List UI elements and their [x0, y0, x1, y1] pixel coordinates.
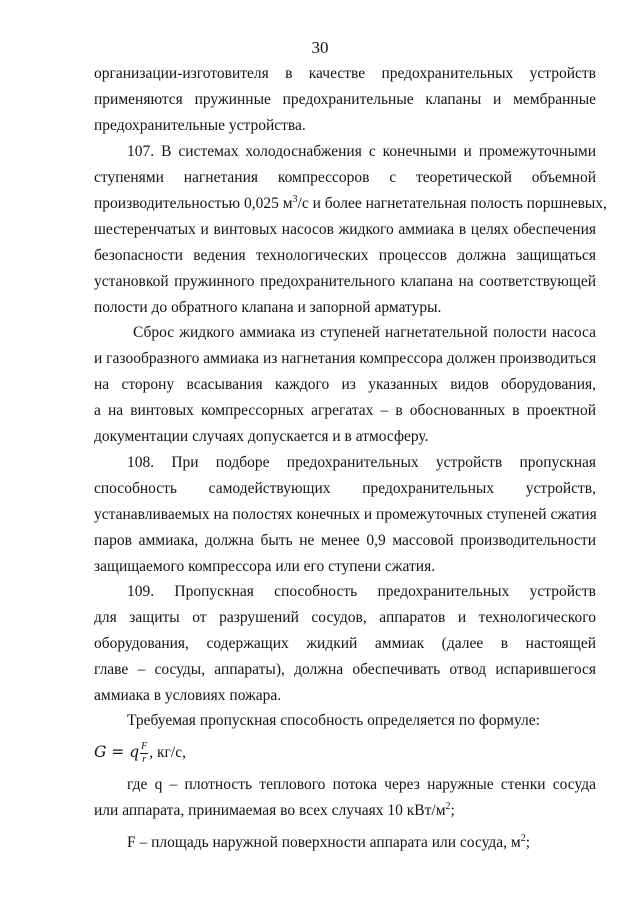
text-line: на сторону всасывания каждого из указанных видов оборудования, — [94, 376, 596, 393]
text-run: ; — [450, 802, 455, 819]
formula-intro — [94, 708, 596, 734]
superscript: 2 — [520, 833, 526, 844]
text-line: установкой пружинного предохранительного клапана на соответствующей — [94, 273, 596, 290]
text-run: производительностью 0,025 м — [94, 195, 293, 212]
text-line: Требуемая пропускная способность определяется по формуле: — [127, 712, 540, 729]
text-line: полости до обратного клапана и запорной арматуры. — [94, 299, 442, 316]
superscript: 2 — [445, 801, 451, 812]
text-line: шестеренчатых и винтовых насосов жидкого аммиака в целях обеспечения — [94, 221, 596, 238]
text-line: а на винтовых компрессорных агрегатах – в обоснованных в проектной — [94, 402, 596, 419]
definition-F — [94, 830, 596, 856]
formula-fraction — [140, 742, 148, 765]
text-line: аммиака в условиях пожара. — [94, 687, 282, 704]
text-run: или аппарата, принимаемая во всех случаях 10 кВт/м — [94, 802, 446, 819]
text-line: устанавливаемых на полостях конечных и промежуточных ступеней сжатия — [94, 506, 597, 523]
formula — [94, 734, 596, 770]
text-line: для защиты от разрушений сосудов, аппаратов и технологического — [94, 609, 596, 626]
formula-denominator: r — [142, 753, 147, 765]
text-run: F – площадь наружной поверхности аппарата или сосуда, м — [127, 834, 521, 851]
formula-numerator: F — [141, 740, 148, 752]
text-line: организации-изготовителя в качестве предохранительных устройств — [94, 65, 596, 82]
text-line-with-superscript — [94, 798, 596, 824]
text-line: где q – плотность теплового потока через наружные стенки сосуда — [127, 776, 596, 793]
page-number: 30 — [311, 38, 329, 57]
text-line: безопасности ведения технологических процессов должна защищаться — [94, 247, 596, 264]
paragraph-item-108 — [94, 450, 596, 580]
superscript: 3 — [292, 194, 298, 205]
text-line: защищаемого компрессора или его ступени сжатия. — [94, 558, 436, 575]
text-line: Сброс жидкого аммиака из ступеней нагнетательной полости насоса — [133, 324, 596, 341]
paragraph-discharge — [94, 320, 596, 450]
paragraph-item-107 — [94, 139, 607, 321]
text-line: способность самодействующих предохранительных устройств, — [94, 480, 596, 497]
text-line: 107. В системах холодоснабжения с конечными и промежуточными — [127, 143, 596, 160]
text-line-with-superscript — [94, 830, 596, 856]
text-line: документации случаях допускается и в атмосферу. — [94, 428, 429, 445]
text-run: /с и более нагнетательная полость поршневых, — [297, 195, 607, 212]
text-line: главе – сосуды, аппараты), должна обеспечивать отвод испарившегося — [94, 661, 596, 678]
text-line: и газообразного аммиака из нагнетания компрессора должен производиться — [94, 350, 597, 367]
definition-q — [94, 772, 596, 824]
formula-unit: , кг/с, — [149, 744, 186, 761]
text-line: 109. Пропускная способность предохранительных устройств — [127, 583, 596, 600]
paragraph-item-109 — [94, 579, 596, 709]
text-line: 108. При подборе предохранительных устройств пропускная — [127, 454, 596, 471]
formula-lhs: G = q — [94, 743, 140, 761]
paragraph-continuation — [94, 61, 596, 139]
text-line: применяются пружинные предохранительные клапаны и мембранные — [94, 91, 596, 108]
text-line: оборудования, содержащих жидкий аммиак (далее в настоящей — [94, 635, 596, 652]
text-line-with-superscript — [94, 191, 607, 217]
formula-line — [94, 734, 596, 770]
text-line: ступенями нагнетания компрессоров с теоретической объемной — [94, 169, 596, 186]
text-line: предохранительные устройства. — [94, 117, 306, 134]
text-line: паров аммиака, должна быть не менее 0,9 массовой производительности — [94, 532, 596, 549]
text-run: ; — [525, 834, 531, 851]
